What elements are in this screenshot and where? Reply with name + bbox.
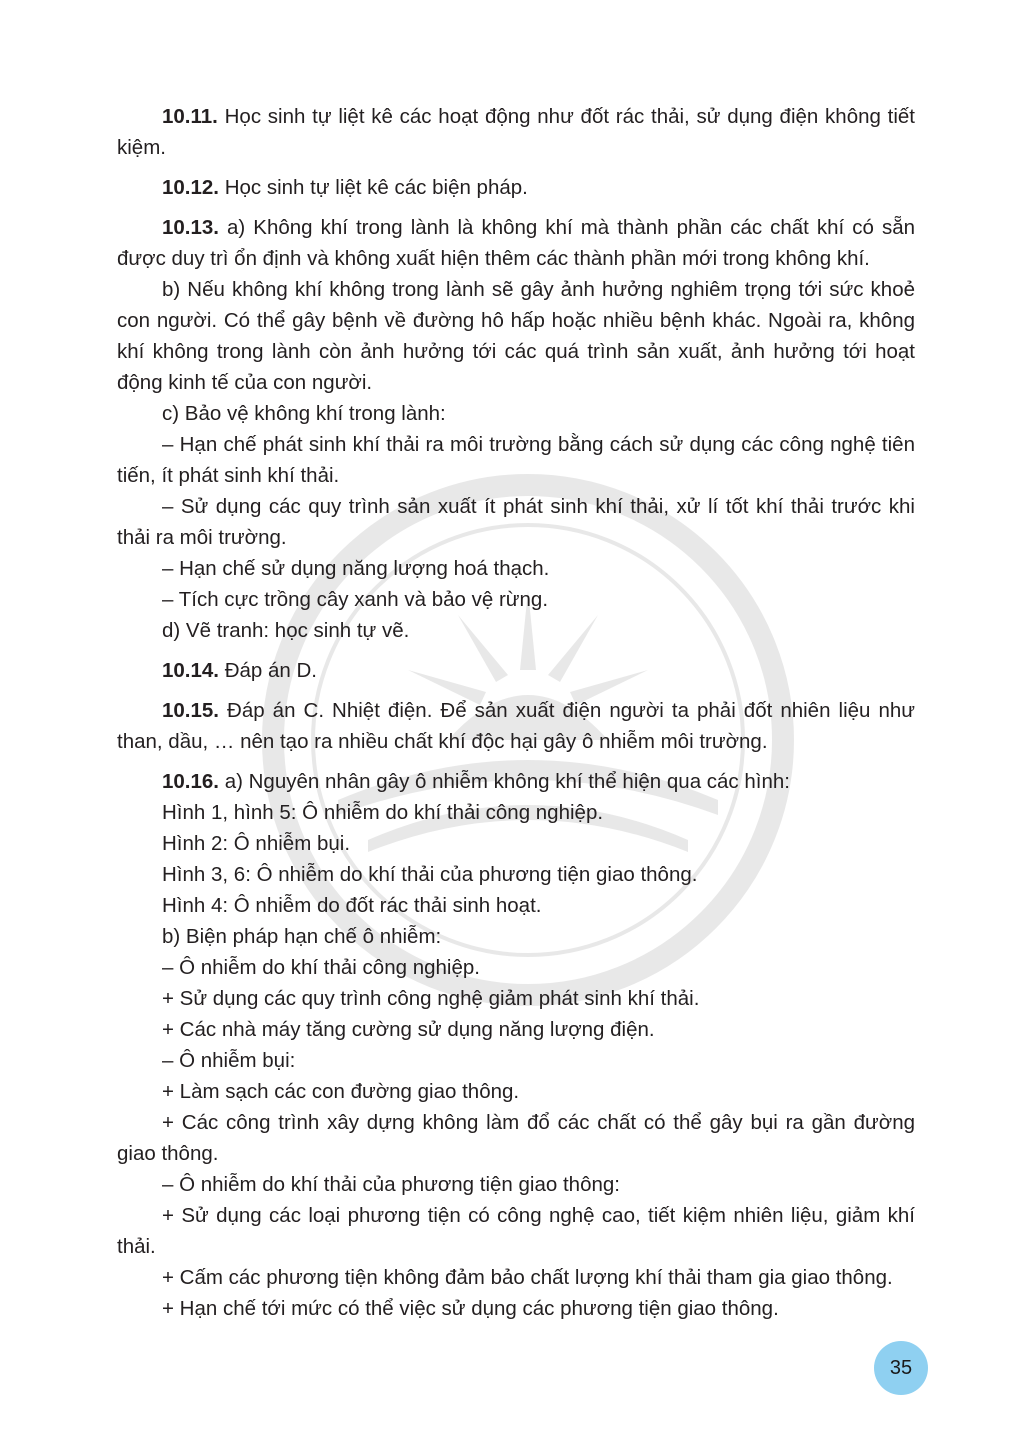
page-number: 35: [874, 1341, 928, 1395]
q16-line: Hình 4: Ô nhiễm do đốt rác thải sinh hoạt.: [162, 894, 542, 917]
q13-line: b) Nếu không khí không trong lành sẽ gây ảnh hưởng nghiêm trọng tới sức khoẻ con người. Có thể gây bệnh về đường hô hấp hoặc nhiều bệnh khác. Ngoài ra, không khí không trong lành còn ảnh hưởng tới các quá trình sản xuất, ảnh hưởng tới hoạt động kinh tế của con người.: [117, 278, 915, 394]
q16-line: + Hạn chế tới mức có thể việc sử dụng các phương tiện giao thông.: [162, 1297, 779, 1320]
answer-10-14: 10.14. Đáp án D.: [162, 659, 317, 682]
answer-10-12: 10.12. Học sinh tự liệt kê các biện pháp.: [162, 176, 528, 199]
q16-line: b) Biện pháp hạn chế ô nhiễm:: [162, 925, 442, 948]
answer-content: [117, 101, 915, 1324]
q16-line: – Ô nhiễm do khí thải của phương tiện giao thông:: [162, 1173, 620, 1196]
q13-line: – Tích cực trồng cây xanh và bảo vệ rừng.: [162, 588, 549, 611]
q16-line: – Ô nhiễm bụi:: [162, 1049, 296, 1072]
answer-10-16: 10.16. a) Nguyên nhân gây ô nhiễm không khí thể hiện qua các hình:: [162, 770, 790, 793]
answer-10-15: 10.15. Đáp án C. Nhiệt điện. Để sản xuất điện người ta phải đốt nhiên liệu như than, dầu, … nên tạo ra nhiều chất khí độc hại gây ô nhiễm môi trường.: [117, 699, 915, 753]
q16-line: + Các nhà máy tăng cường sử dụng năng lượng điện.: [162, 1018, 655, 1041]
answer-10-13: 10.13. a) Không khí trong lành là không khí mà thành phần các chất khí có sẵn được duy trì ổn định và không xuất hiện thêm các thành phần mới trong không khí.: [117, 216, 915, 270]
q16-line: + Sử dụng các loại phương tiện có công nghệ cao, tiết kiệm nhiên liệu, giảm khí thải.: [117, 1204, 915, 1258]
q13-line: c) Bảo vệ không khí trong lành:: [162, 402, 446, 425]
q13-line: – Hạn chế sử dụng năng lượng hoá thạch.: [162, 557, 550, 580]
q13-line: d) Vẽ tranh: học sinh tự vẽ.: [162, 619, 410, 642]
answer-10-11: 10.11. Học sinh tự liệt kê các hoạt động như đốt rác thải, sử dụng điện không tiết kiệm.: [117, 105, 915, 159]
q16-line: Hình 3, 6: Ô nhiễm do khí thải của phương tiện giao thông.: [162, 863, 698, 886]
q16-line: Hình 2: Ô nhiễm bụi.: [162, 832, 351, 855]
q16-line: + Làm sạch các con đường giao thông.: [162, 1080, 520, 1103]
q16-line: + Các công trình xây dựng không làm đổ các chất có thể gây bụi ra gần đường giao thông.: [117, 1111, 915, 1165]
q16-line: Hình 1, hình 5: Ô nhiễm do khí thải công nghiệp.: [162, 801, 604, 824]
q13-line: – Hạn chế phát sinh khí thải ra môi trường bằng cách sử dụng các công nghệ tiên tiến, ít phát sinh khí thải.: [117, 433, 915, 487]
q16-line: + Sử dụng các quy trình công nghệ giảm phát sinh khí thải.: [162, 987, 700, 1010]
q16-line: + Cấm các phương tiện không đảm bảo chất lượng khí thải tham gia giao thông.: [162, 1266, 893, 1289]
q16-line: – Ô nhiễm do khí thải công nghiệp.: [162, 956, 480, 979]
q13-line: – Sử dụng các quy trình sản xuất ít phát sinh khí thải, xử lí tốt khí thải trước khi thải ra môi trường.: [117, 495, 915, 549]
